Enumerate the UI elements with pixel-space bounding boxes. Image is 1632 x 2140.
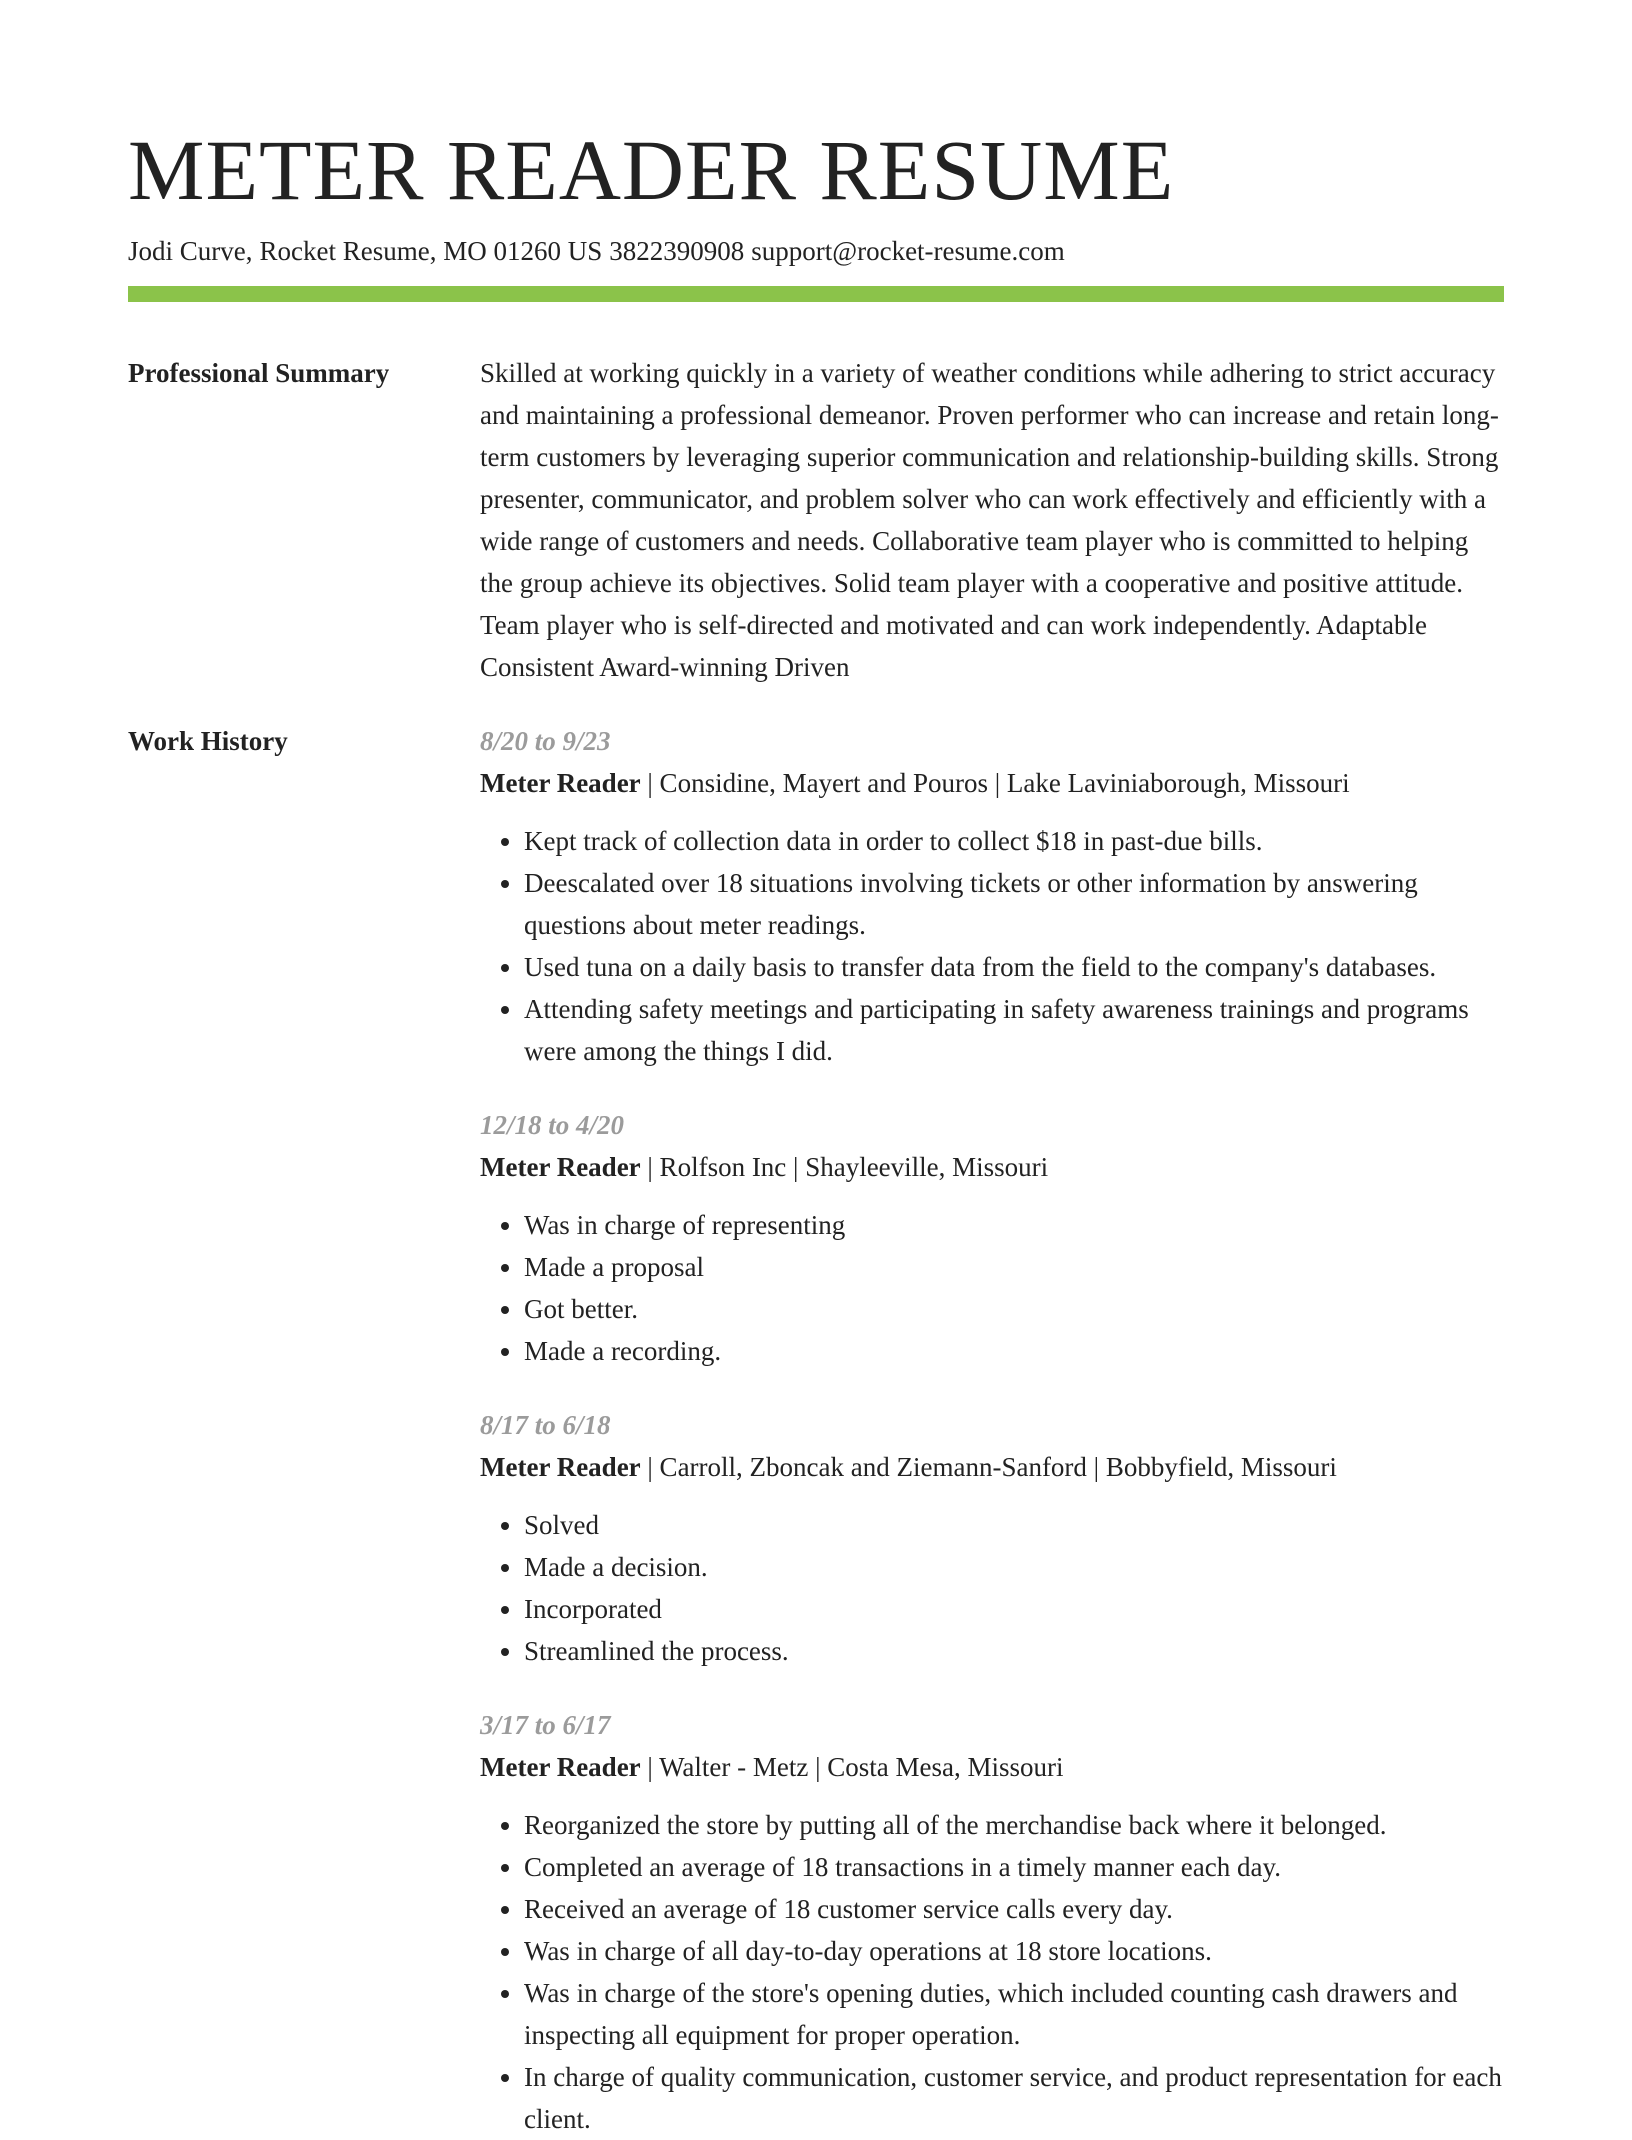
- job-bullet: • Completed an average of 18 transactions in a timely manner each day.: [524, 1846, 1504, 1888]
- summary-text: Skilled at working quickly in a variety of weather conditions while adhering to strict accuracy and maintaining a professional demeanor. Proven performer who can increase and retain long-term customers by leveraging superior communication and relationship-building skills. Strong presenter, communicator, and problem solver who can work effectively and efficiently with a wide range of customers and needs. Collaborative team player who is committed to helping the group achieve its objectives. Solid team player with a cooperative and positive attitude. Team player who is self-directed and motivated and can work independently. Adaptable Consistent Award-winning Driven: [480, 358, 1499, 682]
- job-bullet-list: [480, 1504, 1504, 1672]
- resume-title: METER READER RESUME: [128, 122, 1175, 218]
- job-bullet: • Kept track of collection data in order to collect $18 in past-due bills.: [524, 820, 1504, 862]
- job-entry: [480, 1104, 1504, 1372]
- contact-phone: 3822390908: [609, 236, 745, 266]
- job-bullet: • Received an average of 18 customer service calls every day.: [524, 1888, 1504, 1930]
- job-company-location: | Carroll, Zboncak and Ziemann-Sanford | Bobbyfield, Missouri: [640, 1452, 1337, 1482]
- job-heading: [480, 762, 1504, 804]
- job-bullet: • Solved: [524, 1504, 1504, 1546]
- job-entry: [480, 1704, 1504, 2140]
- job-bullet: • Deescalated over 18 situations involving tickets or other information by answering questions about meter readings.: [524, 862, 1504, 946]
- job-bullet-list: [480, 1204, 1504, 1372]
- job-bullet: • Was in charge of the store's opening duties, which included counting cash drawers and inspecting all equipment for proper operation.: [524, 1972, 1504, 2056]
- job-bullet: • Attending safety meetings and participating in safety awareness trainings and programs were among the things I did.: [524, 988, 1504, 1072]
- professional-summary-section: [128, 352, 1504, 688]
- job-dates: 8/17 to 6/18: [480, 1410, 611, 1440]
- job-heading: [480, 1746, 1504, 1788]
- job-bullet: • In charge of quality communication, customer service, and product representation for each client.: [524, 2056, 1504, 2140]
- job-title: Meter Reader: [480, 768, 641, 798]
- job-dates: 8/20 to 9/23: [480, 726, 611, 756]
- job-company-location: | Considine, Mayert and Pouros | Lake Laviniaborough, Missouri: [640, 768, 1350, 798]
- job-bullet: • Used tuna on a daily basis to transfer data from the field to the company's databases.: [524, 946, 1504, 988]
- job-bullet: • Incorporated: [524, 1588, 1504, 1630]
- job-bullet-list: [480, 1804, 1504, 2140]
- job-entry: [480, 1404, 1504, 1672]
- job-dates: 3/17 to 6/17: [480, 1710, 611, 1740]
- job-bullet: • Was in charge of all day-to-day operations at 18 store locations.: [524, 1930, 1504, 1972]
- accent-divider: [128, 286, 1504, 302]
- job-bullet: • Made a recording.: [524, 1330, 1504, 1372]
- summary-body: [480, 352, 1504, 688]
- job-heading: [480, 1446, 1504, 1488]
- contact-name: Jodi Curve,: [128, 236, 253, 266]
- contact-line: [128, 232, 1504, 270]
- job-bullet: • Made a proposal: [524, 1246, 1504, 1288]
- work-history-body: [480, 720, 1504, 2140]
- job-bullet: • Got better.: [524, 1288, 1504, 1330]
- job-bullet: • Made a decision.: [524, 1546, 1504, 1588]
- job-bullet: • Was in charge of representing: [524, 1204, 1504, 1246]
- job-company-location: | Walter - Metz | Costa Mesa, Missouri: [640, 1752, 1064, 1782]
- job-bullet: • Streamlined the process.: [524, 1630, 1504, 1672]
- contact-location: Rocket Resume, MO 01260 US: [259, 236, 603, 266]
- work-history-section: [128, 720, 1504, 2140]
- job-bullet: • Reorganized the store by putting all of the merchandise back where it belonged.: [524, 1804, 1504, 1846]
- contact-email[interactable]: support@rocket-resume.com: [751, 236, 1065, 266]
- job-title: Meter Reader: [480, 1752, 641, 1782]
- job-title: Meter Reader: [480, 1452, 641, 1482]
- job-company-location: | Rolfson Inc | Shayleeville, Missouri: [640, 1152, 1049, 1182]
- section-label-work-history: Work History: [128, 726, 288, 756]
- job-heading: [480, 1146, 1504, 1188]
- job-bullet-list: [480, 820, 1504, 1072]
- job-dates: 12/18 to 4/20: [480, 1110, 625, 1140]
- section-label-summary: Professional Summary: [128, 358, 390, 388]
- job-entry: [480, 720, 1504, 1072]
- job-title: Meter Reader: [480, 1152, 641, 1182]
